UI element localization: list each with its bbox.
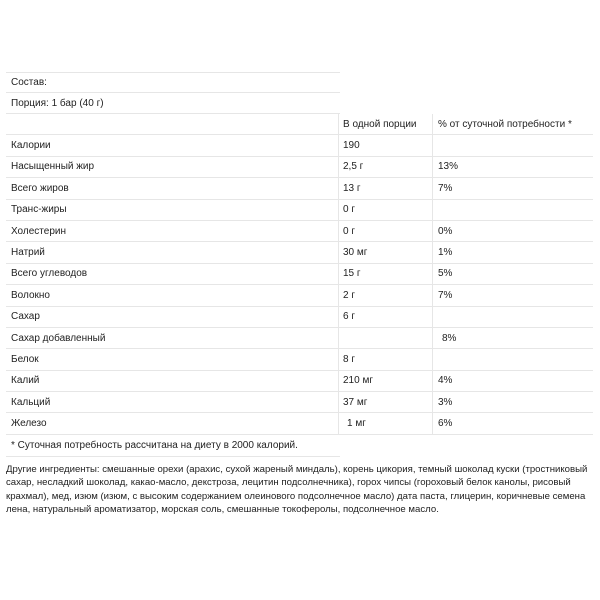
nutrient-dv: 1% [432,242,593,262]
nutrient-name: Всего жиров [11,182,69,194]
nutrient-dv [432,307,593,327]
nutrient-amount: 30 мг [338,242,432,262]
nutrient-name: Сахар добавленный [11,332,106,344]
nutrient-name: Белок [11,353,39,365]
nutrient-amount [338,328,432,348]
table-row [6,328,593,349]
nutrient-dv: 7% [432,178,593,198]
table-row [6,221,593,242]
nutrient-name: Калории [11,140,51,152]
nutrient-dv: 0% [432,221,593,241]
nutrient-name: Всего углеводов [11,268,88,280]
table-row [6,135,593,156]
nutrient-dv: 13% [432,157,593,177]
nutrient-amount: 6 г [338,307,432,327]
nutrient-amount: 0 г [338,200,432,220]
nutrient-name: Кальций [11,396,51,408]
nutrient-amount: 210 мг [338,371,432,391]
other-ingredients-text: Другие ингредиенты: смешанные орехи (арахис, сухой жареный миндаль), корень цикория, темный шоколад куски (тростниковый сахар, несладкий шоколад, какао-масло, декстроза, лецитин подсолнечника), горох чипсы (гороховый белок канолы, рисовый крахмал), мед, изюм (изюм, с высоким содержанием олеинового подсолнечное масло) дата паста, глицерин, коричневые семена лена, натуральный ароматизатор, морская соль, смешанные токоферолы, подсолнечное масло. [6,464,588,516]
nutrient-dv: 6% [432,413,593,433]
nutrient-dv [432,349,593,369]
table-header-row [6,114,593,135]
nutrient-dv [432,200,593,220]
nutrient-name: Холестерин [11,225,66,237]
nutrient-amount: 0 г [338,221,432,241]
composition-row [6,72,340,93]
table-row [6,392,593,413]
table-row [6,371,593,392]
nutrient-dv: 3% [432,392,593,412]
serving-row [6,93,340,114]
table-row [6,178,593,199]
nutrient-dv [432,135,593,155]
table-row [6,349,593,370]
nutrient-name: Калий [11,375,40,387]
nutrient-amount: 13 г [338,178,432,198]
nutrient-amount: 2,5 г [338,157,432,177]
nutrient-dv: 7% [432,285,593,305]
nutrient-dv: 8% [432,328,593,348]
nutrient-amount: 1 мг [338,413,432,433]
serving-label: Порция: 1 бар (40 г) [11,97,104,109]
nutrient-dv: 5% [432,264,593,284]
nutrient-name: Сахар [11,311,40,323]
nutrient-name: Железо [11,418,47,430]
nutrient-name: Транс-жиры [11,204,67,216]
nutrition-table [6,72,593,457]
header-per-serving: В одной порции [338,114,432,134]
nutrient-amount: 2 г [338,285,432,305]
header-daily-value: % от суточной потребности * [432,114,593,134]
table-row [6,413,593,434]
nutrient-name: Волокно [11,289,50,301]
table-row [6,264,593,285]
table-row [6,307,593,328]
nutrient-amount: 15 г [338,264,432,284]
table-row [6,157,593,178]
table-row [6,285,593,306]
nutrient-dv: 4% [432,371,593,391]
table-row [6,242,593,263]
table-row [6,200,593,221]
nutrient-name: Натрий [11,247,45,259]
nutrient-amount: 190 [338,135,432,155]
nutrient-amount: 37 мг [338,392,432,412]
nutrient-name: Насыщенный жир [11,161,95,173]
composition-label: Состав: [11,77,47,88]
footnote: * Суточная потребность рассчитана на диету в 2000 калорий. [6,435,340,457]
nutrient-amount: 8 г [338,349,432,369]
